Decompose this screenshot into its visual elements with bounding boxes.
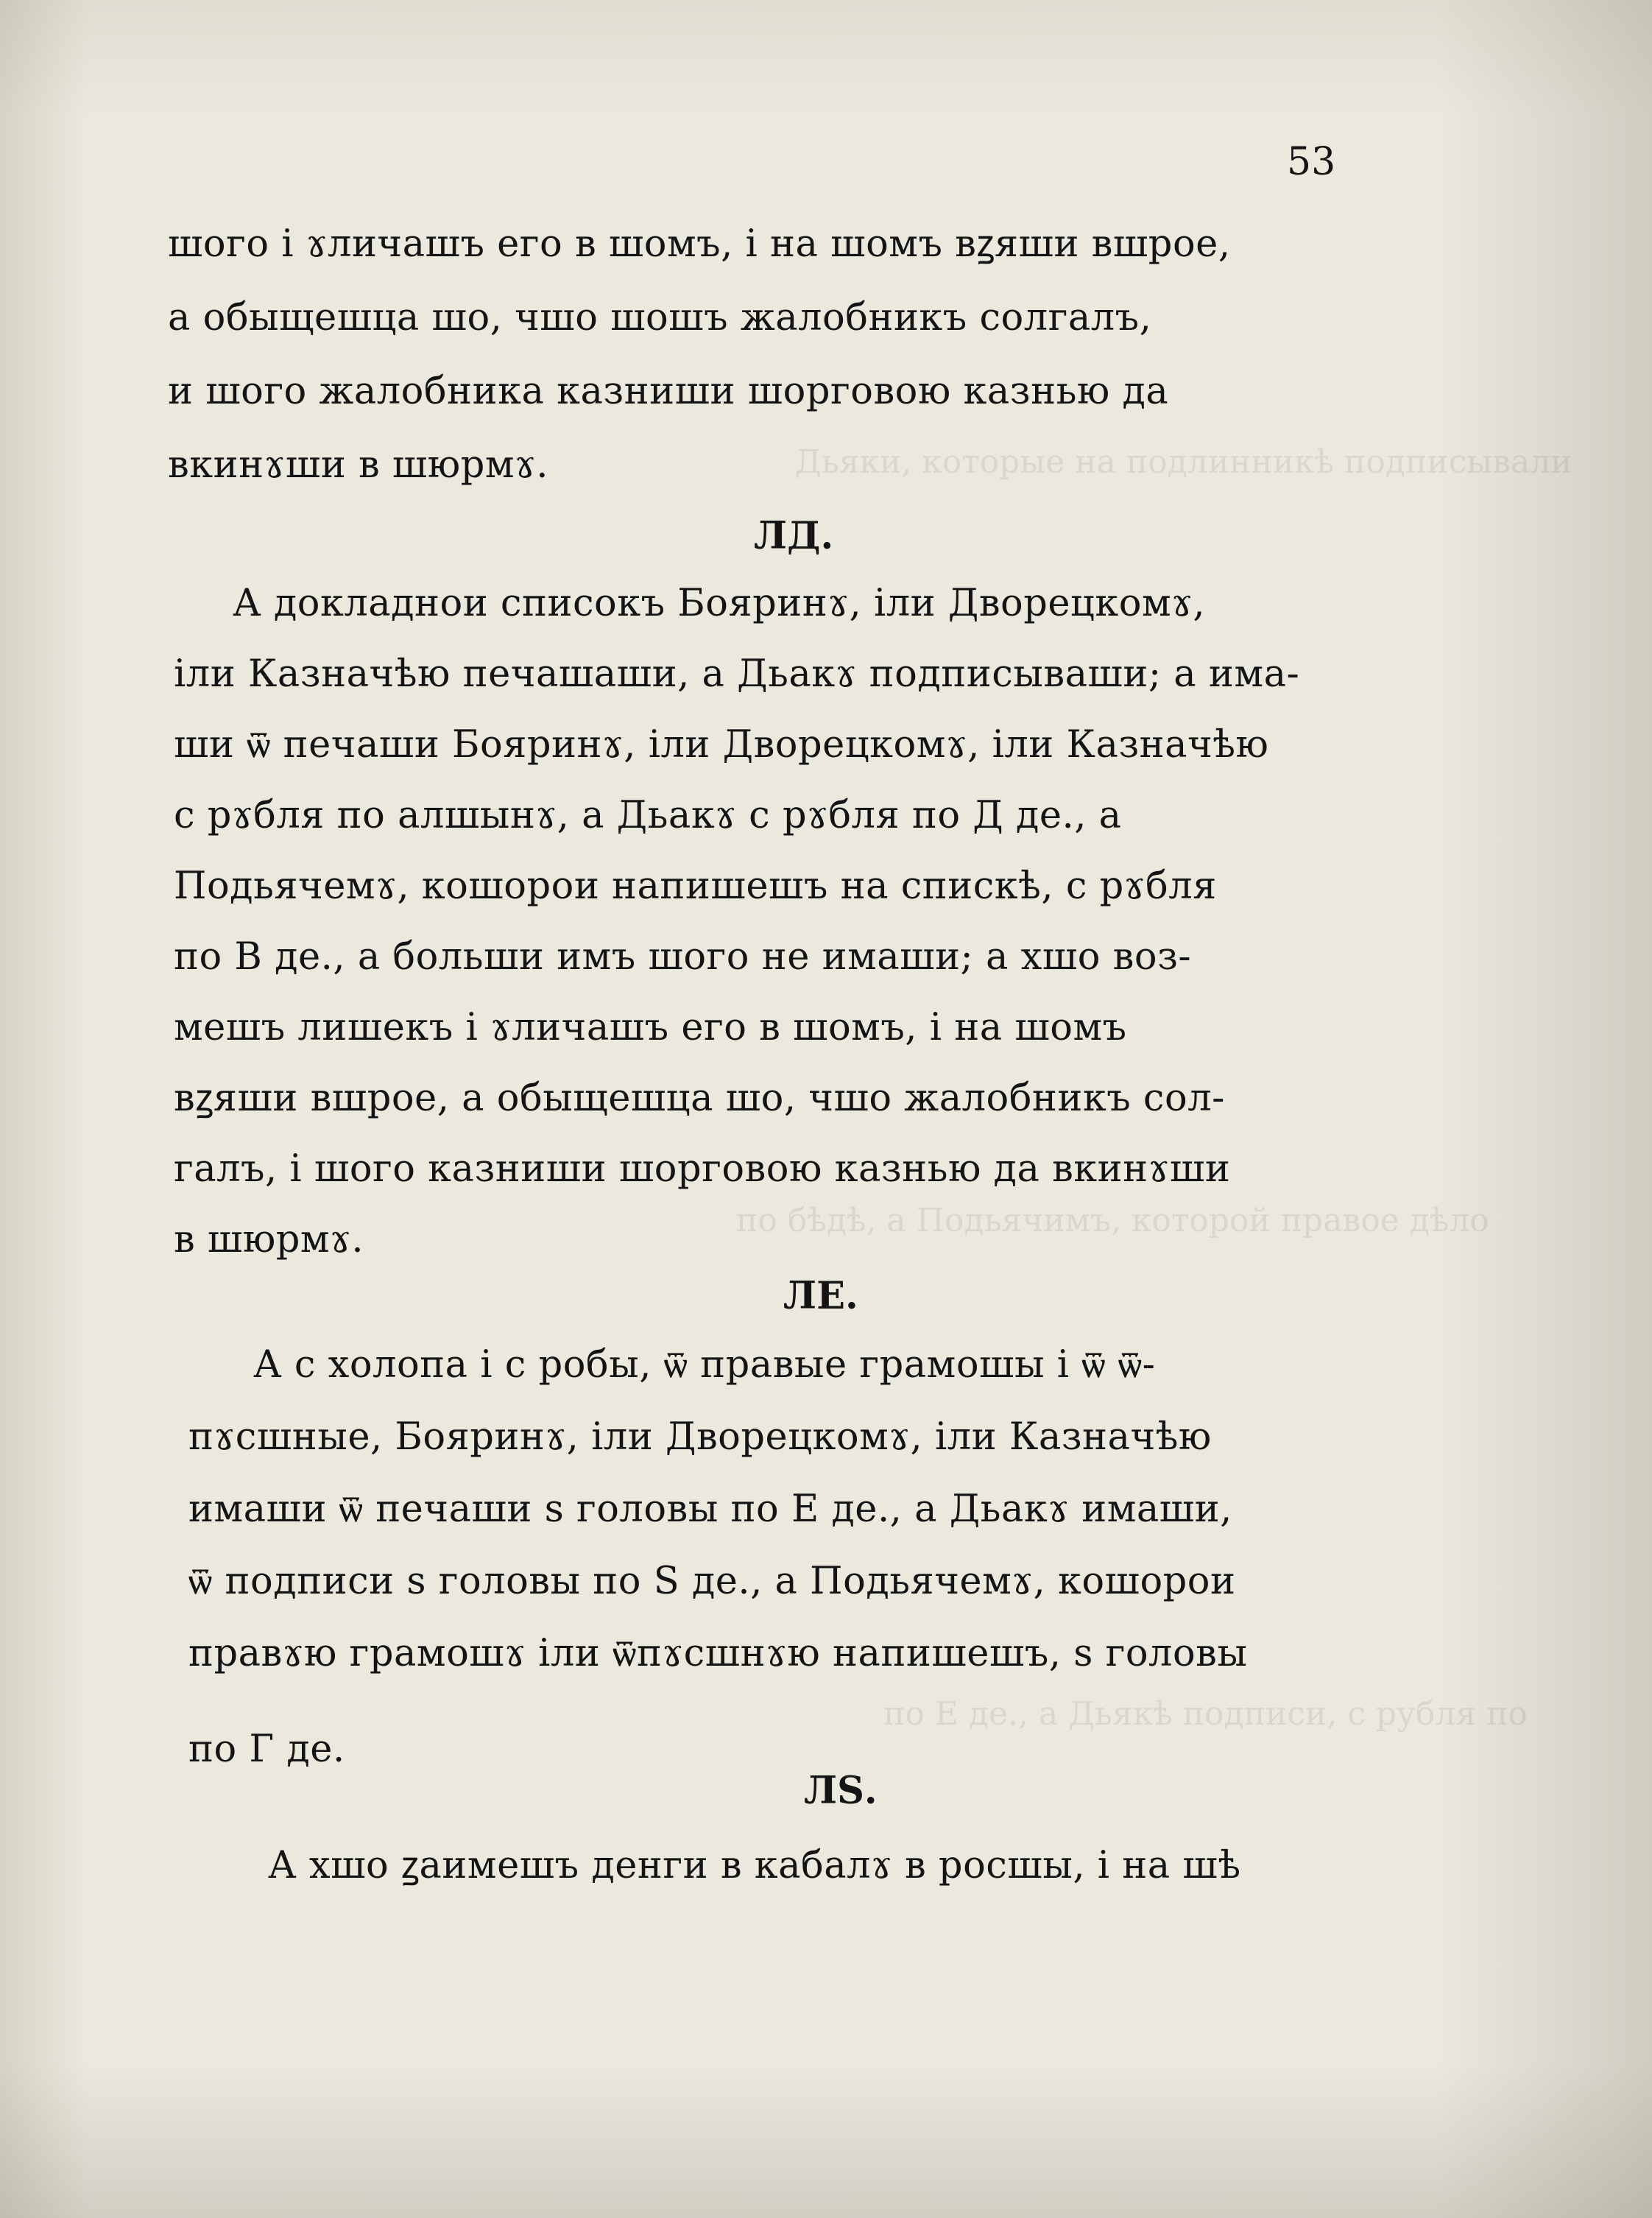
page-number: 53 — [1287, 140, 1336, 184]
bleed-through-line: по Е де., а Дьякѣ подписи, с рубля по — [883, 1695, 1528, 1733]
text-line: вꙁяши вшрое, а обыщешца шо, чшо жалобникъ сол- — [174, 1077, 1225, 1120]
bleed-through-line: по бѣдѣ, а Подьячимъ, которой правое дѣло — [736, 1202, 1489, 1239]
text-line: галъ, і шого казниши шорговою казнью да вкинɤши — [174, 1147, 1231, 1191]
text-line: мешъ лишекъ і ɤличашъ его в шомъ, і на шомъ — [174, 1006, 1127, 1049]
text-line: Подьячемɤ, кошорои напишешъ на спискѣ, с рɤбля — [174, 865, 1217, 908]
text-line: А хшо ꙁаимешъ денги в кабалɤ в росшы, і на шѣ — [268, 1844, 1241, 1887]
section-number: ЛД. — [754, 514, 834, 558]
text-line: шого і ɤличашъ его в шомъ, і на шомъ вꙁяши вшрое, — [168, 222, 1231, 266]
text-line: по В де., а больши имъ шого не имаши; а хшо воз- — [174, 935, 1192, 979]
text-line: ѿ подписи ѕ головы по Ѕ де., а Подьячемɤ, кошорои — [188, 1560, 1236, 1603]
text-line: в шюрмɤ. — [174, 1218, 364, 1261]
text-line: по Г де. — [188, 1728, 345, 1771]
bleed-through-line: Дьяки, которые на подлинникѣ подписывали — [795, 443, 1572, 481]
text-line: ши ѿ печаши Бояринɤ, іли Дворецкомɤ, іли Казначѣю — [174, 723, 1269, 767]
text-line: А докладнои списокъ Бояринɤ, іли Дворецкомɤ, — [233, 582, 1206, 625]
text-line: с рɤбля по алшынɤ, а Дьакɤ с рɤбля по Д де., а — [174, 794, 1122, 837]
text-line: и шого жалобника казниши шорговою казнью да — [168, 370, 1169, 413]
section-number: ЛЅ. — [804, 1769, 878, 1813]
text-line: правɤю грамошɤ іли ѿпɤсшнɤю напишешъ, ѕ головы — [188, 1632, 1248, 1675]
text-line: имаши ѿ печаши ѕ головы по Е де., а Дьакɤ имаши, — [188, 1488, 1232, 1531]
text-line: вкинɤши в шюрмɤ. — [168, 443, 548, 487]
text-line: а обыщешца шо, чшо шошъ жалобникъ солгалъ, — [168, 296, 1152, 339]
text-line: іли Казначѣю печашаши, а Дьакɤ подписываши; а има- — [174, 652, 1300, 696]
section-number: ЛЕ. — [783, 1274, 858, 1318]
text-line: А с холопа і с робы, ѿ правые грамошы і ѿ ѿ- — [253, 1343, 1156, 1387]
text-line: пɤсшные, Бояринɤ, іли Дворецкомɤ, іли Казначѣю — [188, 1415, 1212, 1459]
